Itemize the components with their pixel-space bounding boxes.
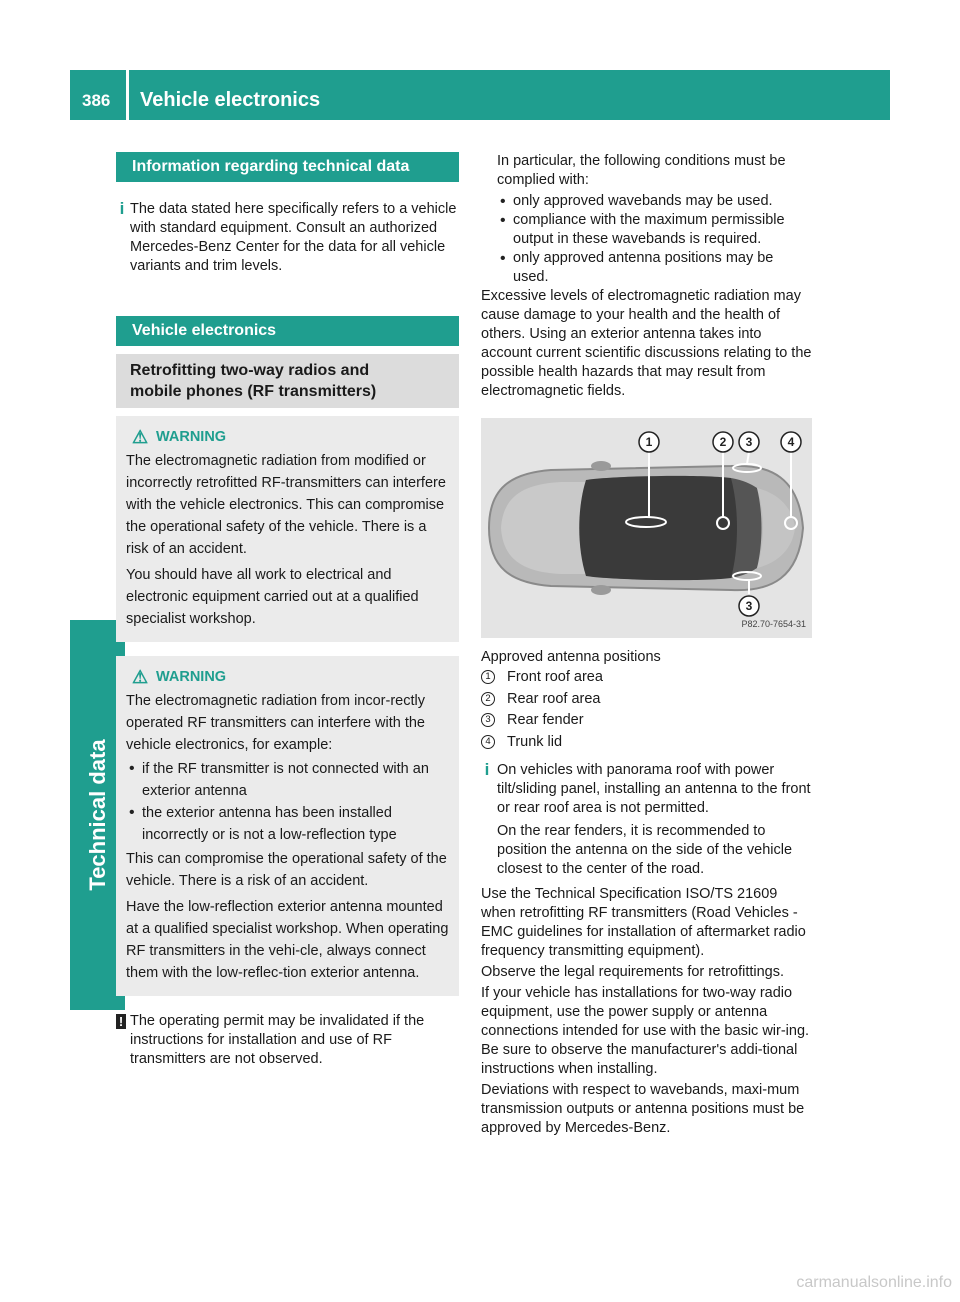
antenna-positions-figure	[481, 418, 812, 638]
conditions-list	[497, 192, 812, 287]
warning-paragraph: Have the low-reflection exterior antenna mounted at a qualified specialist workshop. When operating RF transmitters in the vehi-cle, always connect them with the low-reflec-tion exterior antenna.	[126, 899, 449, 981]
callout-4: 4	[787, 435, 795, 449]
warning-title	[126, 426, 449, 448]
info-icon: i	[119, 199, 125, 218]
position-label: Rear roof area	[507, 690, 601, 707]
list-item: • compliance with the maximum permissible output in these wavebands is required.	[497, 211, 812, 249]
info-icon: i	[484, 760, 490, 779]
position-label: Rear fender	[507, 712, 584, 728]
exclamation-icon: !	[116, 1014, 126, 1029]
info-text: The data stated here specifically refers to a vehicle with standard equipment. Consult an authorized Mercedes-Benz Center for the data for all vehicle variants and trim levels.	[130, 201, 457, 274]
list-item: • if the RF transmitter is not connected with an exterior antenna	[126, 758, 449, 802]
warning-paragraph: You should have all work to electrical and electronic equipment carried out at a qualified specialist workshop.	[126, 567, 419, 627]
warning-triangle-icon: ⚠	[132, 667, 149, 687]
warning-paragraph: This can compromise the operational safety of the vehicle. There is a risk of an accident.	[126, 851, 447, 889]
info-text: On the rear fenders, it is recommended to position the antenna on the side of the vehicle closest to the center of the road.	[497, 823, 793, 877]
callout-1: 1	[645, 435, 653, 449]
caution-note	[116, 1012, 459, 1069]
installation-paragraph: If your vehicle has installations for two-way radio equipment, use the power supply or antenna connections intended for use with the basic wir-ing. Be sure to observe the manufacturer's addi-tional instructions when installing.	[481, 985, 810, 1077]
left-column	[116, 152, 459, 1069]
chapter-tab-label: Technical data	[85, 739, 110, 891]
info-note-technical-data	[116, 200, 459, 276]
callout-3: 3	[745, 435, 753, 449]
warning-title-text: WARNING	[156, 669, 227, 685]
positions-title: Approved antenna positions	[481, 649, 661, 665]
section-title-vehicle-electronics: Vehicle electronics	[116, 316, 459, 346]
list-item	[481, 689, 812, 711]
list-item	[481, 667, 812, 689]
warning-paragraph: The electromagnetic radiation from modified or incorrectly retrofitted RF-transmitters can interfere with the vehicle electronics. This can compromise the operational safety of the vehicle. There is a risk of an accident.	[126, 453, 446, 557]
subsection-title-line1: Retrofitting two-way radios and	[130, 362, 370, 379]
list-item	[481, 732, 812, 754]
number-badge: 4	[481, 735, 495, 749]
warning-box-2	[116, 656, 459, 996]
car-top-view-illustration	[481, 418, 812, 638]
number-badge: 2	[481, 692, 495, 706]
warning-triangle-icon: ⚠	[132, 427, 149, 447]
subsection-title	[116, 354, 459, 408]
callout-3-lower: 3	[745, 599, 753, 613]
section-title-technical-data: Information regarding technical data	[116, 152, 459, 182]
number-badge: 1	[481, 670, 495, 684]
right-column	[481, 152, 812, 1138]
watermark: carmanualsonline.info	[796, 1274, 952, 1291]
position-label: Front roof area	[507, 669, 603, 685]
callout-2: 2	[719, 435, 727, 449]
excessive-radiation-text: Excessive levels of electromagnetic radiation may cause damage to your health and the health of others. Using an exterior antenna takes into account current scientific discussions relating to the possible health hazards that may result from electromagnetic fields.	[481, 288, 812, 399]
position-label: Trunk lid	[507, 733, 563, 750]
spec-paragraph: Use the Technical Specification ISO/TS 21609 when retrofitting RF transmitters (Road Vehicles - EMC guidelines for installation of aftermarket radio frequency transmitting equipment).	[481, 886, 806, 959]
positions-list	[481, 667, 812, 753]
info-note-panorama	[481, 761, 812, 879]
page-number: 386	[82, 91, 111, 110]
figure-code: P82.70-7654-31	[741, 619, 806, 629]
number-badge: 3	[481, 713, 495, 727]
legal-paragraph: Observe the legal requirements for retrofittings.	[481, 964, 785, 980]
header-divider	[126, 70, 129, 120]
list-item: • only approved antenna positions may be used.	[497, 249, 812, 287]
list-item: • only approved wavebands may be used.	[497, 192, 812, 211]
warning-bullet-list	[126, 758, 449, 846]
subsection-title-line2: mobile phones (RF transmitters)	[130, 383, 377, 400]
warning-title-text: WARNING	[156, 429, 227, 445]
info-text: On vehicles with panorama roof with power tilt/sliding panel, installing an antenna to the front or rear roof area is not permitted.	[497, 762, 811, 816]
warning-paragraph: The electromagnetic radiation from incor-rectly operated RF transmitters can interfere with the vehicle electronics, for example:	[126, 693, 425, 753]
caution-text: The operating permit may be invalidated if the instructions for installation and use of RF transmitters are not observed.	[130, 1013, 425, 1067]
list-item: • the exterior antenna has been installed incorrectly or is not a low-reflection type	[126, 802, 449, 846]
warning-box-1	[116, 416, 459, 642]
conditions-intro: In particular, the following conditions must be complied with:	[497, 153, 786, 188]
deviations-paragraph: Deviations with respect to wavebands, maxi-mum transmission outputs or antenna positions must be approved by Mercedes-Benz.	[481, 1082, 805, 1136]
page-title: Vehicle electronics	[140, 89, 321, 111]
conditions-block	[481, 152, 812, 287]
list-item	[481, 710, 812, 732]
warning-title	[126, 666, 449, 688]
